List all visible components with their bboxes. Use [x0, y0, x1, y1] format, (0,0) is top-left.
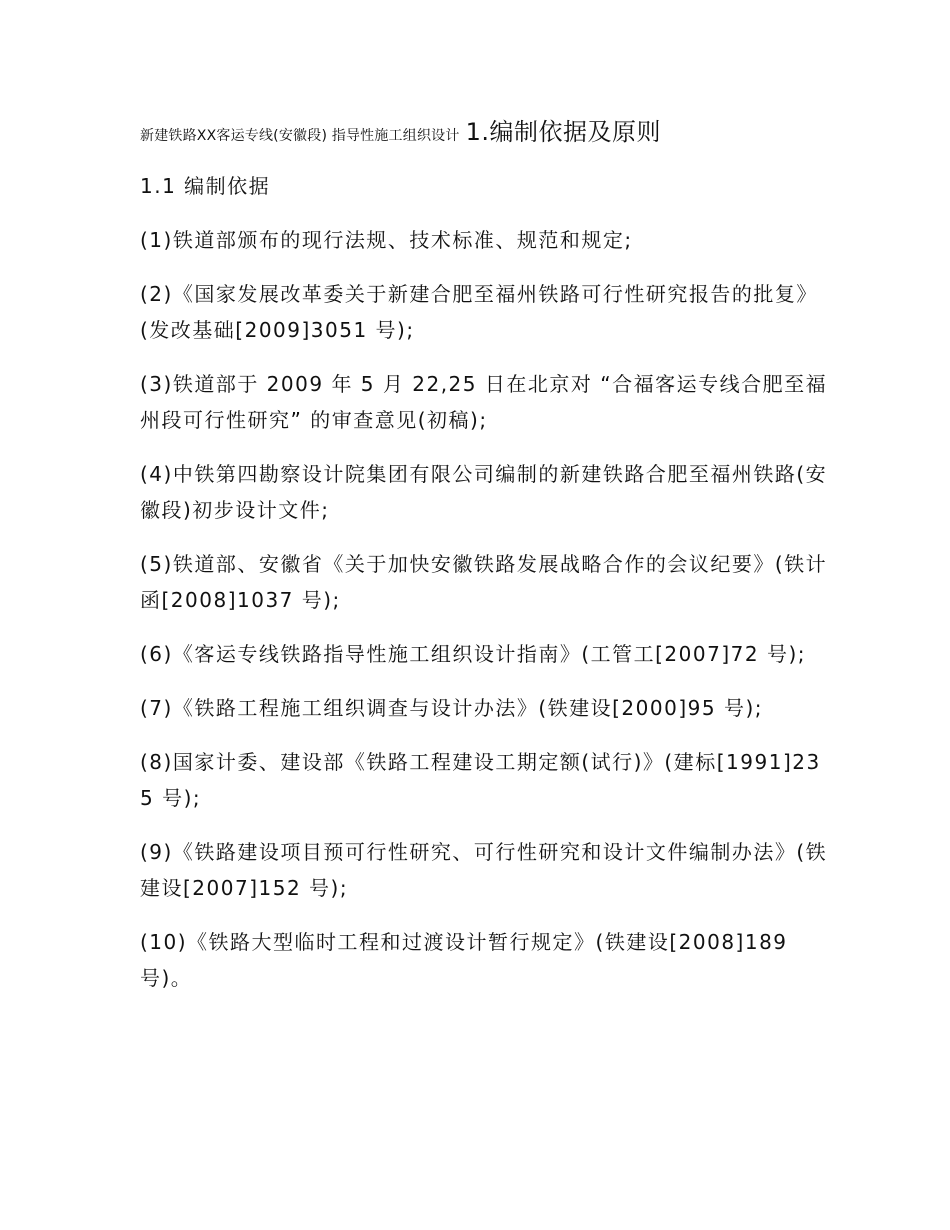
basis-list	[140, 222, 830, 1014]
list-item-6: (6)《客运专线铁路指导性施工组织设计指南》(工管工[2007]72 号);	[140, 642, 806, 666]
list-item-1: (1)铁道部颁布的现行法规、技术标准、规范和规定;	[140, 228, 633, 252]
subsection-heading: 1.1 编制依据	[140, 174, 271, 198]
list-item-5: (5)铁道部、安徽省《关于加快安徽铁路发展战略合作的会议纪要》(铁计函[2008]1037 号);	[140, 552, 828, 612]
list-item-10: (10)《铁路大型临时工程和过渡设计暂行规定》(铁建设[2008]189 号)。	[140, 930, 788, 990]
list-item-9: (9)《铁路建设项目预可行性研究、可行性研究和设计文件编制办法》(铁建设[2007]152 号);	[140, 840, 828, 900]
section-heading: 1.编制依据及原则	[465, 118, 661, 146]
list-item-2: (2)《国家发展改革委关于新建合肥至福州铁路可行性研究报告的批复》(发改基础[2009]3051 号);	[140, 282, 818, 342]
page-header	[140, 112, 840, 147]
list-item-7: (7)《铁路工程施工组织调查与设计办法》(铁建设[2000]95 号);	[140, 696, 763, 720]
list-item-4: (4)中铁第四勘察设计院集团有限公司编制的新建铁路合肥至福州铁路(安徽段)初步设计文件;	[140, 462, 828, 522]
list-item-3: (3)铁道部于 2009 年 5 月 22,25 日在北京对 “合福客运专线合肥至福州段可行性研究” 的审查意见(初稿);	[140, 372, 828, 432]
running-title: 新建铁路XX客运专线(安徽段) 指导性施工组织设计	[140, 128, 460, 144]
list-item-8: (8)国家计委、建设部《铁路工程建设工期定额(试行)》(建标[1991]235 号);	[140, 750, 821, 810]
